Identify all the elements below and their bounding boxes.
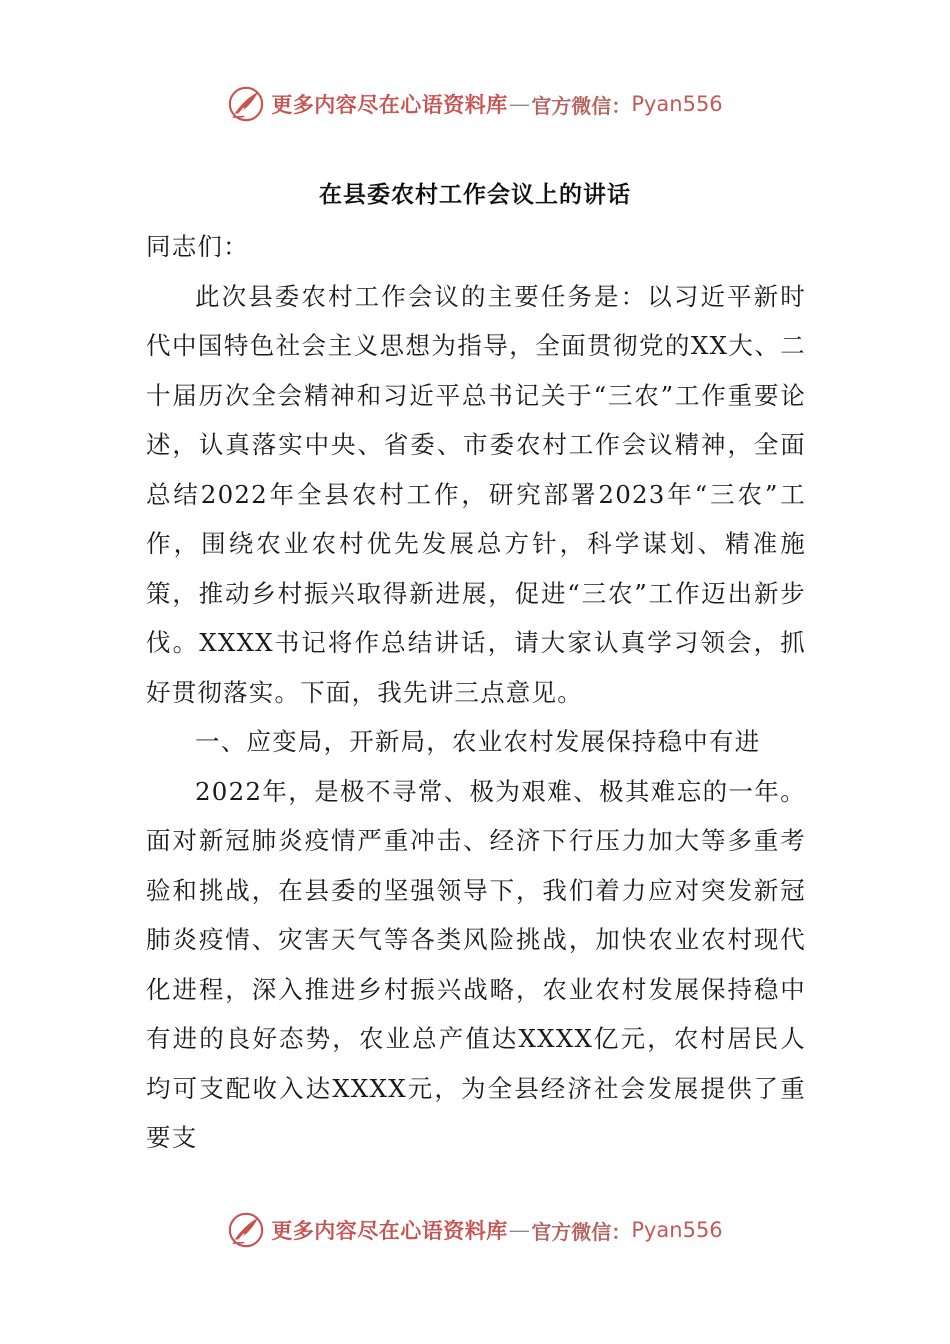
banner-text: 更多内容尽在心语资料库 — [271, 1218, 508, 1243]
document-body — [146, 222, 806, 1163]
banner-wechat-id: Pyan556 — [631, 1218, 723, 1242]
paragraph: 此次县委农村工作会议的主要任务是：以习近平新时代中国特色社会主义思想为指导，全面贯彻党的XX大、二十届历次全会精神和习近平总书记关于“三农”工作重要论述，认真落实中央、省委、市委农村工作会议精神，全面总结2022年全县农村工作，研究部署2023年“三农”工作，围绕农业农村优先发展总方针，科学谋划、精准施策，推动乡村振兴取得新进展，促进“三农”工作迈出新步伐。XXXX书记将作总结讲话，请大家认真学习领会，抓好贯彻落实。下面，我先讲三点意见。 — [146, 281, 806, 707]
banner-wechat-id: Pyan556 — [631, 92, 723, 116]
header-banner — [0, 84, 950, 124]
banner-wechat-label: 官方微信： — [531, 1219, 632, 1244]
document-title: 在县委农村工作会议上的讲话 — [319, 182, 631, 208]
quill-logo-icon — [227, 85, 265, 123]
quill-logo-icon — [227, 1211, 265, 1249]
banner-text: 更多内容尽在心语资料库 — [271, 92, 508, 117]
footer-banner — [0, 1210, 950, 1250]
salutation: 同志们： — [146, 232, 249, 261]
paragraph: 2022年，是极不寻常、极为艰难、极其难忘的一年。面对新冠肺炎疫情严重冲击、经济下行压力加大等多重考验和挑战，在县委的坚强领导下，我们着力应对突发新冠肺炎疫情、灾害天气等各类风险挑战，加快农业农村现代化进程，深入推进乡村振兴战略，农业农村发展保持稳中有进的良好态势，农业总产值达XXXX亿元，农村居民人均可支配收入达XXXX元，为全县经济社会发展提供了重要支 — [146, 776, 806, 1152]
banner-wechat-label: 官方微信： — [531, 93, 632, 118]
banner-separator: — — [508, 1218, 531, 1242]
banner-separator: — — [508, 92, 531, 116]
section-heading: 一、应变局，开新局，农业农村发展保持稳中有进 — [195, 727, 761, 756]
